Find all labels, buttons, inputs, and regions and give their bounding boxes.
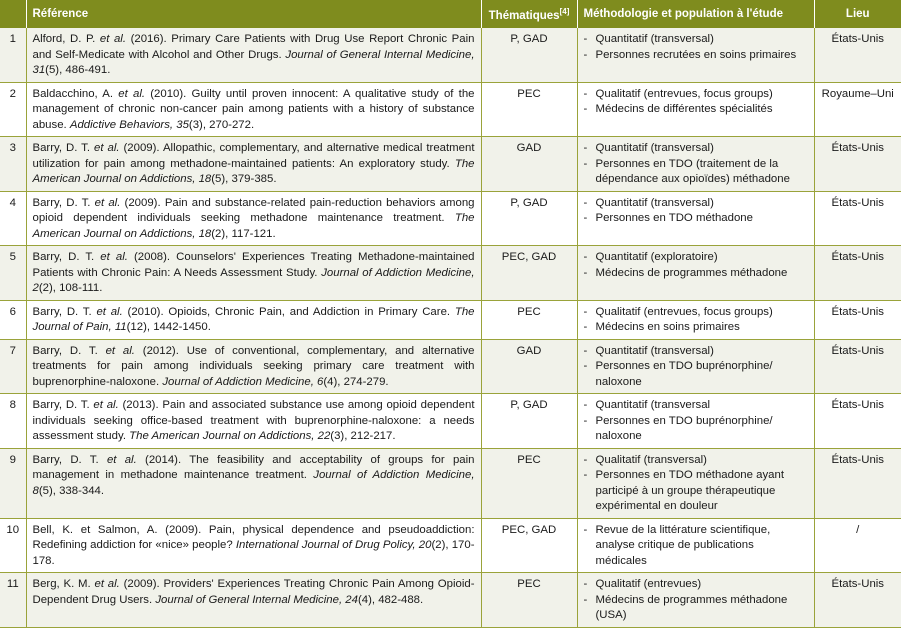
lieu-cell: États-Unis (814, 246, 901, 301)
methodologie-item (584, 211, 808, 227)
reference-etal: et al. (93, 399, 119, 411)
bullet-dash: - (583, 399, 588, 411)
methodologie-item (584, 344, 808, 360)
thematiques-cell: PEC (481, 300, 577, 339)
bullet-dash: - (583, 196, 588, 209)
methodologie-cell (577, 448, 814, 518)
methodologie-item (584, 157, 808, 188)
methodologie-item (584, 414, 808, 445)
reference-cell (26, 573, 481, 628)
table-row (0, 573, 901, 628)
reference-authors: Barry, D. T. (32, 305, 97, 318)
bullet-dash: - (583, 87, 588, 100)
reference-authors: Alford, D. P. (32, 33, 100, 45)
thematiques-cell: P, GAD (481, 191, 577, 246)
reference-etal: et al. (100, 251, 128, 263)
reference-authors: Berg, K. M. (32, 578, 95, 590)
reference-journal: The American Journal on Addictions, 18 (32, 157, 475, 185)
methodologie-item (584, 359, 808, 390)
reference-authors: Barry, D. T. (32, 251, 101, 263)
table-row (0, 246, 901, 301)
lieu-cell: États-Unis (814, 300, 901, 339)
reference-pages: (5), 379-385. (211, 173, 277, 185)
row-number: 11 (0, 573, 26, 628)
row-number: 8 (0, 394, 26, 449)
row-number: 3 (0, 137, 26, 192)
methodologie-text: Quantitatif (transversal) (595, 142, 714, 154)
row-number: 2 (0, 82, 26, 137)
reference-pages: (2), 170-178. (32, 539, 475, 567)
bullet-dash: - (583, 103, 588, 115)
reference-etal: et al. (105, 344, 135, 357)
methodologie-text: Revue de la littérature scientifique, analyse critique de publications médicales (595, 523, 771, 567)
reference-journal: The Journal of Pain, 11 (32, 305, 475, 333)
thematiques-cell: P, GAD (481, 28, 577, 82)
reference-title: (2010). Guilty until proven innocent: A qualitative study of the management of chronic non-cancer pain among patients with a history of substance abuse. (32, 87, 475, 131)
methodologie-cell (577, 246, 814, 301)
methodologie-text: Quantitatif (transversal) (595, 196, 714, 209)
methodologie-cell (577, 137, 814, 192)
reference-etal: et al. (106, 453, 137, 466)
reference-pages: (5), 486-491. (45, 64, 111, 76)
methodologie-cell (577, 394, 814, 449)
lieu-cell: États-Unis (814, 448, 901, 518)
reference-journal: Journal of Addiction Medicine, 2 (32, 266, 475, 294)
row-number: 5 (0, 246, 26, 301)
table-row (0, 300, 901, 339)
bullet-dash: - (583, 142, 588, 154)
table-row (0, 191, 901, 246)
table-body (0, 28, 901, 627)
bullet-dash: - (583, 321, 588, 333)
table-row (0, 137, 901, 192)
reference-journal: Journal of General Internal Medicine, 24 (155, 593, 358, 606)
reference-pages: (4), 482-488. (357, 593, 424, 606)
thematiques-cell: PEC (481, 82, 577, 137)
bullet-dash: - (583, 453, 588, 466)
reference-cell (26, 448, 481, 518)
reference-authors: Barry, D. T. (32, 196, 95, 209)
thematiques-cell: GAD (481, 137, 577, 192)
reference-title: (2014). The feasibility and acceptability of groups for pain management in methadone maintenance treatment. (32, 453, 475, 481)
methodologie-text: Personnes recrutées en soins primaires (595, 48, 797, 61)
methodologie-item (584, 468, 808, 515)
row-number: 4 (0, 191, 26, 246)
table-row (0, 448, 901, 518)
reference-cell (26, 300, 481, 339)
lieu-cell: États-Unis (814, 394, 901, 449)
header-thematiques (481, 0, 577, 28)
methodologie-cell (577, 573, 814, 628)
methodologie-text: Quantitatif (transversal (595, 399, 711, 411)
methodologie-text: Personnes en TDO buprénorphine/ naloxone (595, 360, 773, 388)
bullet-dash: - (583, 414, 588, 427)
methodologie-cell (577, 300, 814, 339)
reference-title: (2010). Opioids, Chronic Pain, and Addiction in Primary Care. (122, 305, 455, 318)
methodologie-item (584, 87, 808, 103)
reference-cell (26, 28, 481, 82)
reference-pages: (3), 212-217. (330, 430, 396, 442)
reference-cell (26, 82, 481, 137)
bullet-dash: - (583, 157, 588, 170)
reference-pages: (5), 338-344. (38, 484, 105, 497)
methodologie-item (584, 141, 808, 157)
table-row (0, 518, 901, 573)
row-number: 6 (0, 300, 26, 339)
table-row (0, 339, 901, 394)
reference-journal: Journal of Addiction Medicine, 8 (32, 469, 475, 497)
reference-cell (26, 246, 481, 301)
methodologie-text: Médecins en soins primaires (595, 321, 740, 333)
reference-etal: et al. (99, 33, 126, 45)
bullet-dash: - (583, 593, 588, 606)
methodologie-item (584, 453, 808, 469)
reference-pages: (12), 1442-1450. (126, 321, 211, 333)
methodologie-item (584, 577, 808, 593)
methodologie-item (584, 48, 808, 64)
reference-cell (26, 191, 481, 246)
header-methodologie: Méthodologie et population à l'étude (577, 0, 814, 28)
bullet-dash: - (583, 212, 588, 224)
bullet-dash: - (583, 251, 588, 263)
methodologie-text: Qualitatif (entrevues, focus groups) (595, 87, 773, 100)
methodologie-cell (577, 518, 814, 573)
methodologie-text: Médecins de différentes spécialités (595, 103, 773, 115)
header-lieu: Lieu (814, 0, 901, 28)
thematiques-cell: P, GAD (481, 394, 577, 449)
reference-title: (2009). Allopathic, complementary, and alternative medical treatment utilization for pain among methadone-maintained patients: An exploratory study. (32, 142, 475, 170)
bullet-dash: - (583, 266, 588, 279)
header-number (0, 0, 26, 28)
reference-title: (2012). Use of conventional, complementary, and alternative treatments for pain among individuals seeking primary care treatment with buprenorphine-naloxone. (32, 344, 475, 388)
reference-etal: et al. (94, 578, 120, 590)
reference-title: (2009). Providers' Experiences Treating Chronic Pain Among Opioid-Dependent Drug Users. (32, 578, 475, 606)
bullet-dash: - (583, 305, 588, 318)
methodologie-cell (577, 339, 814, 394)
reference-cell (26, 518, 481, 573)
reference-etal: et al. (94, 196, 121, 209)
reference-title: (2008). Counselors' Experiences Treating Methadone-maintained Patients with Chronic Pain: A Needs Assessment Study. (32, 251, 475, 279)
thematiques-cell: PEC, GAD (481, 246, 577, 301)
reference-pages: (2), 117-121. (211, 227, 276, 240)
methodologie-text: Quantitatif (transversal) (595, 344, 714, 357)
row-number: 1 (0, 28, 26, 82)
methodologie-item (584, 320, 808, 336)
bullet-dash: - (583, 48, 588, 61)
thematiques-cell: GAD (481, 339, 577, 394)
methodologie-cell (577, 191, 814, 246)
reference-title: (2009). Pain, physical dependence and pseudoaddiction: Redefining addiction for «nice» people? (32, 523, 475, 551)
methodologie-item (584, 196, 808, 212)
reference-cell (26, 394, 481, 449)
reference-etal: et al. (96, 305, 123, 318)
thematiques-cell: PEC (481, 448, 577, 518)
reference-title: (2013). Pain and associated substance use among opioid dependent individuals seeking office-based treatment with buprenorphine-naloxone: a needs assessment study. (32, 399, 475, 442)
lieu-cell: États-Unis (814, 191, 901, 246)
reference-journal: Journal of Addiction Medicine, 6 (162, 375, 324, 388)
methodologie-text: Quantitatif (exploratoire) (595, 251, 718, 263)
header-reference: Référence (26, 0, 481, 28)
lieu-cell: / (814, 518, 901, 573)
reference-etal: et al. (94, 142, 120, 154)
bullet-dash: - (583, 344, 588, 357)
reference-authors: Barry, D. T. (32, 399, 94, 411)
reference-journal: Addictive Behaviors, 35 (69, 118, 189, 131)
reference-pages: (2), 108-111. (38, 282, 103, 294)
table-row (0, 28, 901, 82)
reference-journal: International Journal of Drug Policy, 20 (235, 539, 432, 551)
methodologie-text: Personnes en TDO (traitement de la dépendance aux opioïdes) méthadone (595, 157, 790, 185)
reference-cell (26, 339, 481, 394)
methodologie-item (584, 266, 808, 282)
thematiques-cell: PEC, GAD (481, 518, 577, 573)
bullet-dash: - (583, 33, 588, 45)
thematiques-cell: PEC (481, 573, 577, 628)
methodologie-text: Personnes en TDO méthadone (595, 212, 753, 224)
row-number: 10 (0, 518, 26, 573)
row-number: 9 (0, 448, 26, 518)
bullet-dash: - (583, 578, 588, 590)
reference-pages: (3), 270-272. (188, 118, 255, 131)
reference-title: (2016). Primary Care Patients with Drug Use Report Chronic Pain and Self-Medicate with Alcohol and Other Drugs. (32, 33, 475, 61)
reference-authors: Bell, K. et Salmon, A. (32, 523, 158, 536)
reference-title: (2009). Pain and substance-related pain-reduction behaviors among opioid dependent individuals seeking methadone maintenance treatment. (32, 196, 475, 224)
methodologie-cell (577, 28, 814, 82)
methodologie-text: Médecins de programmes méthadone (595, 266, 788, 279)
methodologie-item (584, 398, 808, 414)
reference-journal: Journal of General Internal Medicine, 31 (32, 48, 475, 76)
methodologie-item (584, 32, 808, 48)
bullet-dash: - (583, 360, 588, 372)
methodologie-item (584, 305, 808, 321)
reference-etal: et al. (118, 87, 146, 100)
bullet-dash: - (583, 469, 588, 481)
reference-authors: Barry, D. T. (32, 344, 106, 357)
reference-authors: Barry, D. T. (32, 142, 95, 154)
reference-journal: The American Journal on Addictions, 22 (129, 430, 331, 442)
methodologie-text: Qualitatif (entrevues, focus groups) (595, 305, 773, 318)
reference-cell (26, 137, 481, 192)
row-number: 7 (0, 339, 26, 394)
lieu-cell: Royaume–Uni (814, 82, 901, 137)
lieu-cell: États-Unis (814, 137, 901, 192)
lieu-cell: États-Unis (814, 339, 901, 394)
methodologie-item (584, 250, 808, 266)
reference-journal: The American Journal on Addictions, 18 (32, 212, 475, 240)
methodologie-item (584, 523, 808, 570)
methodologie-text: Personnes en TDO méthadone ayant participé à un groupe thérapeutique expérimental en douleur (595, 469, 784, 512)
table-row (0, 394, 901, 449)
methodologie-cell (577, 82, 814, 137)
table-row (0, 82, 901, 137)
header-thematiques-label: Thématiques (488, 9, 560, 22)
reference-authors: Baldacchino, A. (32, 87, 119, 100)
methodologie-text: Quantitatif (transversal) (595, 33, 714, 45)
lieu-cell: États-Unis (814, 573, 901, 628)
methodologie-item (584, 102, 808, 118)
table-header (0, 0, 901, 28)
methodologie-text: Qualitatif (entrevues) (595, 578, 702, 590)
methodologie-item (584, 593, 808, 624)
methodologie-text: Qualitatif (transversal) (595, 453, 707, 466)
reference-pages: (4), 274-279. (323, 375, 389, 388)
header-thematiques-note: [4] (559, 6, 570, 16)
methodologie-text: Médecins de programmes méthadone (USA) (595, 593, 788, 621)
methodologie-text: Personnes en TDO buprénorphine/ naloxone (595, 414, 773, 442)
reference-authors: Barry, D. T. (32, 453, 107, 466)
bullet-dash: - (583, 523, 588, 536)
lieu-cell: États-Unis (814, 28, 901, 82)
